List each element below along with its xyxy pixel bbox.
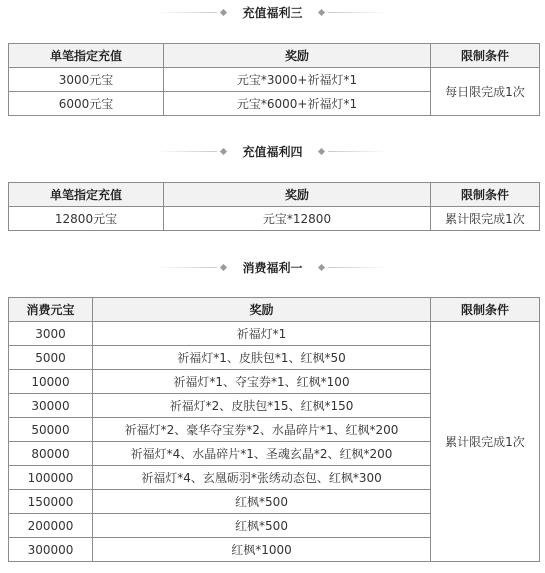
title-divider-left bbox=[157, 151, 217, 152]
header-cell: 奖励 bbox=[93, 298, 431, 322]
section-title-recharge-3 bbox=[0, 2, 545, 22]
table-row bbox=[9, 68, 540, 92]
section-title-recharge-4 bbox=[0, 141, 545, 161]
title-divider-left bbox=[157, 12, 217, 13]
reward-cell: 祈福灯*4、水晶碎片*1、圣魂玄晶*2、红枫*200 bbox=[93, 442, 431, 466]
reward-cell: 祈福灯*1 bbox=[93, 322, 431, 346]
reward-cell: 红枫*500 bbox=[93, 490, 431, 514]
table-row bbox=[9, 322, 540, 346]
diamond-icon bbox=[220, 8, 227, 15]
amount-cell: 30000 bbox=[9, 394, 93, 418]
header-cell: 消费元宝 bbox=[9, 298, 93, 322]
reward-cell: 元宝*12800 bbox=[164, 207, 431, 231]
condition-cell: 累计限完成1次 bbox=[431, 322, 540, 562]
amount-cell: 300000 bbox=[9, 538, 93, 562]
amount-cell: 5000 bbox=[9, 346, 93, 370]
title-divider-left bbox=[157, 267, 217, 268]
condition-cell: 每日限完成1次 bbox=[431, 68, 540, 116]
header-cell: 单笔指定充值 bbox=[9, 44, 164, 68]
amount-cell: 200000 bbox=[9, 514, 93, 538]
amount-cell: 3000 bbox=[9, 322, 93, 346]
reward-cell: 祈福灯*2、豪华夺宝券*2、水晶碎片*1、红枫*200 bbox=[93, 418, 431, 442]
header-cell: 限制条件 bbox=[431, 183, 540, 207]
header-cell: 奖励 bbox=[164, 44, 431, 68]
amount-cell: 100000 bbox=[9, 466, 93, 490]
title-divider-right bbox=[328, 267, 388, 268]
reward-cell: 祈福灯*1、夺宝券*1、红枫*100 bbox=[93, 370, 431, 394]
diamond-icon bbox=[317, 147, 324, 154]
amount-cell: 80000 bbox=[9, 442, 93, 466]
table-header-row bbox=[9, 183, 540, 207]
amount-cell: 10000 bbox=[9, 370, 93, 394]
table-header-row bbox=[9, 44, 540, 68]
condition-cell: 累计限完成1次 bbox=[431, 207, 540, 231]
header-cell: 限制条件 bbox=[431, 298, 540, 322]
reward-cell: 祈福灯*1、皮肤包*1、红枫*50 bbox=[93, 346, 431, 370]
diamond-icon bbox=[317, 263, 324, 270]
reward-cell: 红枫*500 bbox=[93, 514, 431, 538]
title-divider-right bbox=[328, 12, 388, 13]
section-title-text: 消费福利一 bbox=[242, 260, 303, 275]
section-title-text: 充值福利四 bbox=[242, 144, 303, 159]
title-divider-right bbox=[328, 151, 388, 152]
section-title-consume-1 bbox=[0, 257, 545, 277]
recharge-3-table bbox=[8, 43, 540, 116]
table-row bbox=[9, 207, 540, 231]
recharge-4-table bbox=[8, 182, 540, 231]
reward-cell: 元宝*3000+祈福灯*1 bbox=[164, 68, 431, 92]
consume-1-table bbox=[8, 297, 540, 562]
section-title-text: 充值福利三 bbox=[242, 5, 303, 20]
amount-cell: 12800元宝 bbox=[9, 207, 164, 231]
header-cell: 单笔指定充值 bbox=[9, 183, 164, 207]
table-header-row bbox=[9, 298, 540, 322]
amount-cell: 6000元宝 bbox=[9, 92, 164, 116]
amount-cell: 150000 bbox=[9, 490, 93, 514]
amount-cell: 50000 bbox=[9, 418, 93, 442]
reward-cell: 祈福灯*4、玄凰砺羽*张绣动态包、红枫*300 bbox=[93, 466, 431, 490]
diamond-icon bbox=[220, 263, 227, 270]
reward-cell: 红枫*1000 bbox=[93, 538, 431, 562]
reward-cell: 元宝*6000+祈福灯*1 bbox=[164, 92, 431, 116]
diamond-icon bbox=[220, 147, 227, 154]
header-cell: 奖励 bbox=[164, 183, 431, 207]
diamond-icon bbox=[317, 8, 324, 15]
header-cell: 限制条件 bbox=[431, 44, 540, 68]
amount-cell: 3000元宝 bbox=[9, 68, 164, 92]
reward-cell: 祈福灯*2、皮肤包*15、红枫*150 bbox=[93, 394, 431, 418]
